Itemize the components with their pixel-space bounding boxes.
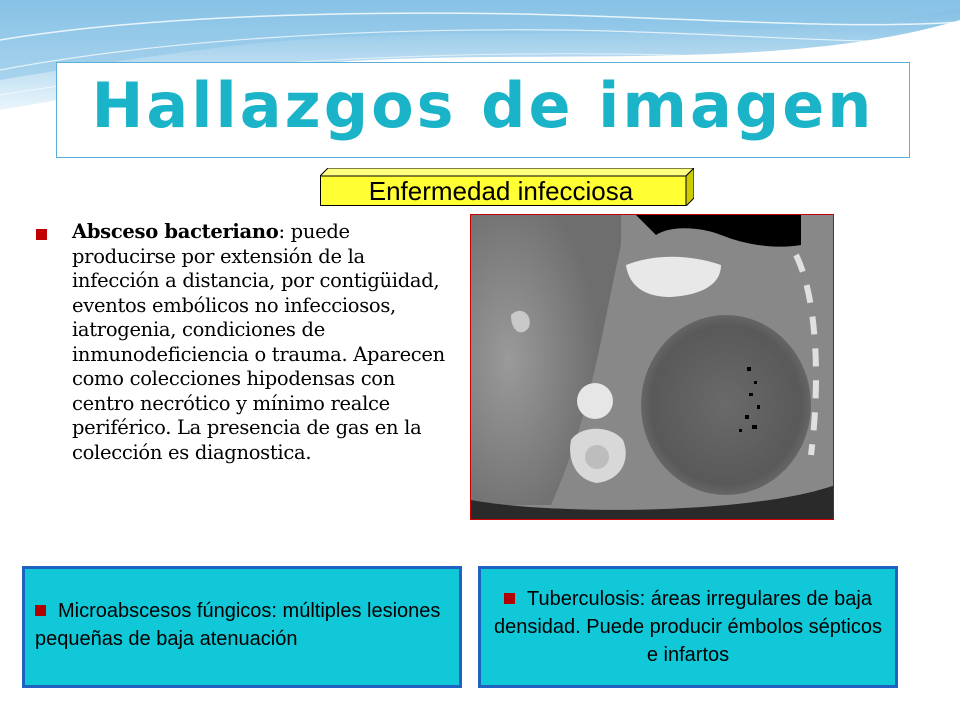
fungal-box-content [35,597,449,653]
topic-badge [320,168,694,206]
tuberculosis-box-text: Tuberculosis: áreas irregulares de baja densidad. Puede producir émbolos sépticos e infartos [493,588,883,666]
tuberculosis-box-content [493,585,883,669]
main-bullet-term: Absceso bacteriano [72,220,279,243]
badge-label: Enfermedad infecciosa [368,176,634,206]
bullet-square-icon [35,605,46,616]
main-bullet-text [72,220,456,465]
ct-scan-image [470,214,834,520]
bullet-square-icon [36,229,47,240]
main-bullet-body: : puede producirse por extensión de la infección a distancia, por contigüidad, eventos embólicos no infecciosos, iatrogenia, condiciones de inmunodeficiencia o trauma. Aparecen como colecciones hipodensas con centro necrótico y mínimo realce periférico. La presencia de gas en la colección es diagnostica. [72,220,445,464]
fungal-box-text: Microabscesos fúngicos: múltiples lesiones pequeñas de baja atenuación [35,600,441,650]
slide-title: Hallazgos de imagen [91,69,875,142]
tuberculosis-box [478,566,898,688]
bullet-square-icon [504,593,515,604]
main-bullet [36,220,456,465]
title-frame [56,62,910,158]
fungal-microabscess-box [22,566,462,688]
